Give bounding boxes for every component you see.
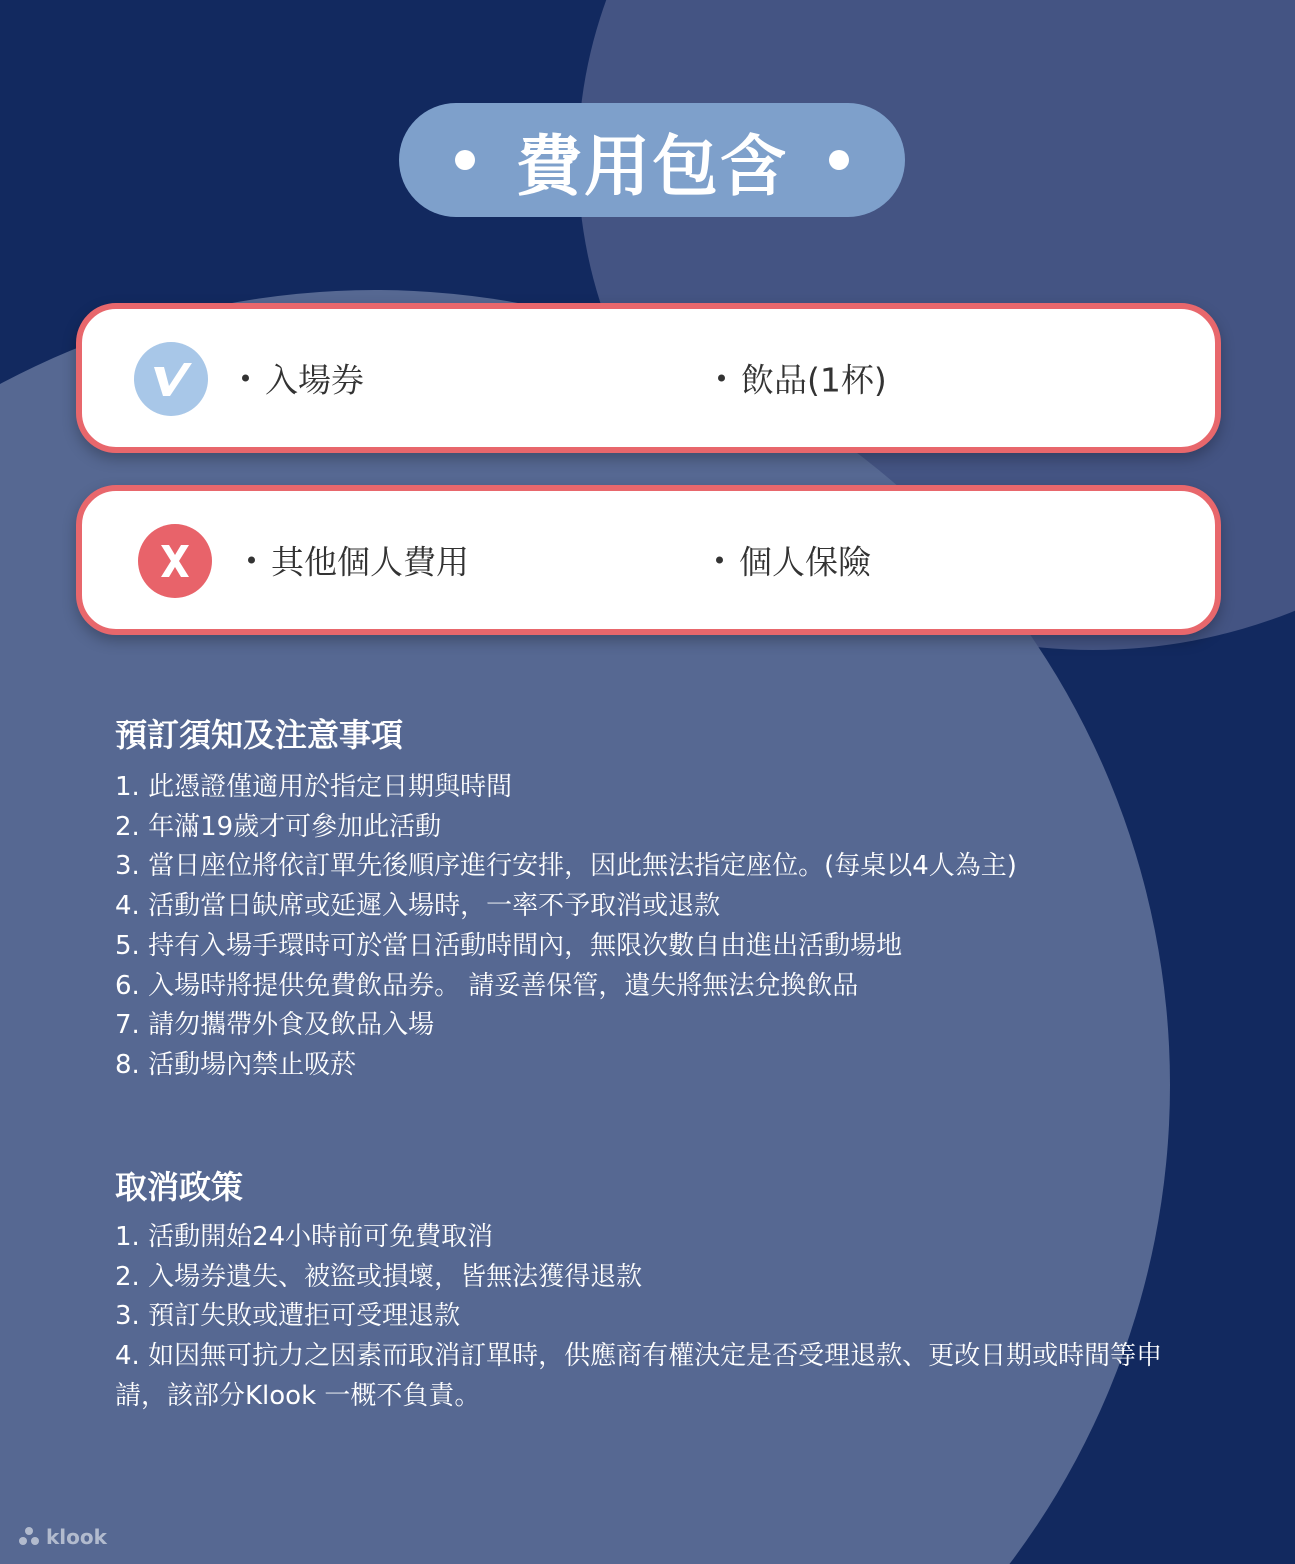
included-item-drink: 飲品(1杯) [718, 355, 887, 402]
list-item: 8. 活動場內禁止吸菸 [115, 1049, 357, 1080]
list-item: 3. 預訂失敗或遭拒可受理退款 [115, 1301, 461, 1332]
list-item: 3. 當日座位將依訂單先後順序進行安排，因此無法指定座位。(每桌以4人為主) [115, 851, 1017, 882]
included-item-ticket: 入場券 [242, 355, 364, 402]
bullet-icon [718, 375, 725, 382]
list-item: 5. 持有入場手環時可於當日活動時間內，無限次數自由進出活動場地 [115, 930, 903, 961]
title-pill [399, 103, 905, 217]
title-dot-right [829, 150, 849, 170]
list-item: 7. 請勿攜帶外食及飲品入場 [115, 1010, 435, 1041]
page-title: 費用包含 [516, 127, 788, 205]
watermark-text: klook [46, 1525, 107, 1549]
bullet-icon [248, 557, 255, 564]
excluded-item-insurance: 個人保險 [716, 537, 871, 584]
bullet-icon [716, 557, 723, 564]
cross-icon [138, 524, 212, 598]
excluded-card [76, 485, 1221, 635]
notice-heading: 預訂須知及注意事項 [115, 716, 404, 754]
title-dot-left [455, 150, 475, 170]
list-item: 4. 如因無可抗力之因素而取消訂單時，供應商有權決定是否受理退款、更改日期或時間等申請，該部分Klook 一概不負責。 [115, 1341, 1163, 1411]
included-card [76, 303, 1221, 453]
klook-logo-icon [18, 1526, 40, 1548]
list-item: 2. 入場券遺失、被盜或損壞，皆無法獲得退款 [115, 1261, 643, 1292]
list-item: 1. 活動開始24小時前可免費取消 [115, 1222, 494, 1252]
list-item: 2. 年滿19歲才可參加此活動 [115, 811, 442, 842]
cancellation-heading: 取消政策 [115, 1168, 244, 1206]
checkmark-icon [134, 342, 208, 416]
list-item: 6. 入場時將提供免費飲品券。 請妥善保管，遺失將無法兌換飲品 [115, 970, 859, 1001]
list-item: 1. 此憑證僅適用於指定日期與時間 [115, 772, 513, 802]
notice-list [115, 768, 1017, 1086]
list-item: 4. 活動當日缺席或延遲入場時，一率不予取消或退款 [115, 891, 721, 922]
bullet-icon [242, 375, 249, 382]
cancellation-list [115, 1218, 1195, 1417]
excluded-item-personal-expenses: 其他個人費用 [248, 537, 469, 584]
klook-watermark [18, 1525, 107, 1549]
